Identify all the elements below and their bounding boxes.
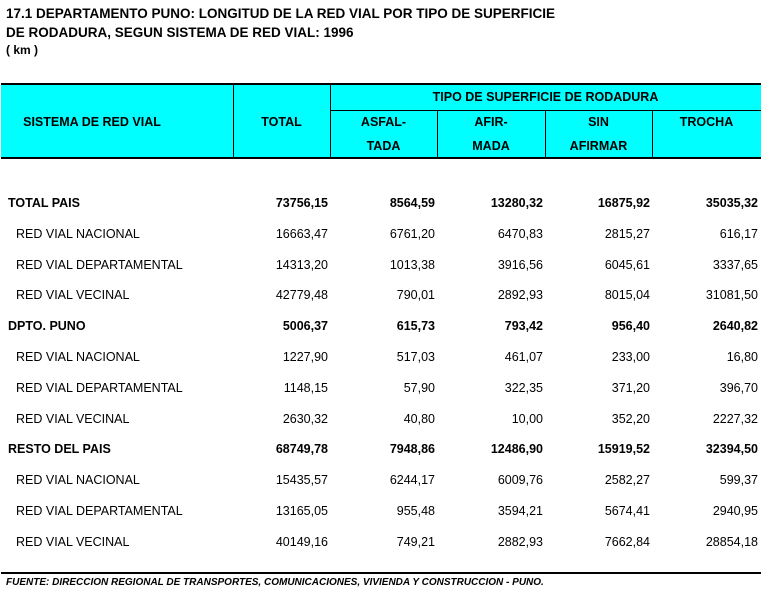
row-label: DPTO. PUNO (8, 319, 86, 334)
cell-afirmada: 322,35 (504, 380, 543, 395)
cell-trocha: 616,17 (719, 226, 758, 241)
footer-divider (1, 572, 761, 574)
cell-trocha: 2640,82 (712, 319, 758, 334)
cell-afirmada: 793,42 (504, 319, 543, 334)
cell-asfaltada: 955,48 (396, 503, 435, 518)
cell-sin-afirmar: 371,20 (611, 380, 650, 395)
cell-total: 1148,15 (283, 380, 328, 395)
table-row (0, 219, 762, 250)
cell-sin-afirmar: 352,20 (611, 411, 650, 426)
table-row (0, 404, 762, 435)
cell-total: 2630,32 (282, 411, 328, 426)
row-label: RED VIAL NACIONAL (16, 473, 140, 488)
cell-total: 13165,05 (275, 503, 328, 518)
table-row (0, 342, 762, 373)
cell-trocha: 35035,32 (705, 196, 758, 210)
cell-trocha: 2227,32 (712, 411, 758, 426)
row-label: RESTO DEL PAIS (8, 442, 111, 457)
cell-sin-afirmar: 8015,04 (604, 288, 650, 303)
cell-total: 16663,47 (275, 226, 328, 241)
table-body (0, 188, 762, 558)
cell-asfaltada: 790,01 (396, 288, 435, 303)
cell-trocha: 599,37 (719, 473, 758, 488)
cell-trocha: 32394,50 (705, 442, 758, 457)
table-title (6, 4, 555, 59)
cell-asfaltada: 517,03 (396, 349, 435, 364)
row-label: RED VIAL VECINAL (16, 411, 130, 426)
cell-asfaltada: 615,73 (396, 319, 435, 334)
cell-afirmada: 6470,83 (497, 226, 543, 241)
cell-sin-afirmar: 15919,52 (597, 442, 650, 457)
cell-trocha: 3337,65 (712, 257, 758, 272)
title-line-1: 17.1 DEPARTAMENTO PUNO: LONGITUD DE LA RED VIAL POR TIPO DE SUPERFICIE (6, 6, 556, 21)
cell-afirmada: 2882,93 (497, 534, 543, 549)
cell-asfaltada: 57,90 (403, 380, 435, 395)
header-sinafirmar-1: SIN (588, 115, 609, 129)
cell-afirmada: 2892,93 (497, 288, 543, 303)
cell-total: 1227,90 (282, 349, 328, 364)
row-label: RED VIAL NACIONAL (16, 226, 140, 241)
cell-asfaltada: 749,21 (396, 534, 435, 549)
cell-trocha: 396,70 (719, 380, 758, 395)
cell-sin-afirmar: 2815,27 (604, 226, 650, 241)
cell-total: 5006,37 (282, 319, 328, 334)
cell-afirmada: 3594,21 (497, 503, 543, 518)
cell-total: 42779,48 (275, 288, 328, 303)
header-afirmada-2: MADA (472, 139, 510, 153)
table-row (0, 465, 762, 496)
source-note: FUENTE: DIRECCION REGIONAL DE TRANSPORTES, COMUNICACIONES, VIVIENDA Y CONSTRUCCION - PUNO. (6, 577, 544, 588)
table-row (0, 434, 762, 465)
cell-sin-afirmar: 6045,61 (604, 257, 650, 272)
row-label: RED VIAL VECINAL (16, 534, 130, 549)
cell-afirmada: 10,00 (511, 411, 543, 426)
cell-total: 14313,20 (275, 257, 328, 272)
title-line-2: DE RODADURA, SEGUN SISTEMA DE RED VIAL: 1996 (6, 25, 354, 40)
unit-label: ( km ) (6, 43, 39, 57)
cell-sin-afirmar: 5674,41 (604, 503, 650, 518)
table-row (0, 250, 762, 281)
cell-afirmada: 6009,76 (497, 473, 543, 488)
cell-asfaltada: 40,80 (403, 411, 435, 426)
cell-sin-afirmar: 233,00 (611, 349, 650, 364)
cell-asfaltada: 6761,20 (389, 226, 435, 241)
header-trocha: TROCHA (679, 115, 734, 129)
row-label: RED VIAL DEPARTAMENTAL (16, 257, 183, 272)
table-header (1, 83, 761, 159)
header-afirmada-1: AFIR- (474, 115, 508, 129)
row-label: TOTAL PAIS (8, 196, 80, 210)
header-tipo-group: TIPO DE SUPERFICIE DE RODADURA (432, 90, 659, 104)
cell-total: 15435,57 (275, 473, 328, 488)
cell-sin-afirmar: 2582,27 (604, 473, 650, 488)
cell-trocha: 28854,18 (705, 534, 758, 549)
cell-asfaltada: 7948,86 (389, 442, 435, 457)
cell-trocha: 16,80 (726, 349, 758, 364)
table-row (0, 373, 762, 404)
table-row (0, 280, 762, 311)
table-row (0, 311, 762, 342)
cell-afirmada: 13280,32 (490, 196, 543, 210)
cell-sin-afirmar: 7662,84 (604, 534, 650, 549)
cell-total: 40149,16 (275, 534, 328, 549)
cell-sin-afirmar: 16875,92 (597, 196, 650, 210)
header-total: TOTAL (261, 115, 302, 129)
cell-asfaltada: 6244,17 (389, 473, 435, 488)
row-label: RED VIAL NACIONAL (16, 349, 140, 364)
cell-asfaltada: 1013,38 (389, 257, 435, 272)
header-sinafirmar-2: AFIRMAR (569, 139, 628, 153)
cell-trocha: 2940,95 (712, 503, 758, 518)
table-row (0, 188, 762, 219)
cell-afirmada: 12486,90 (490, 442, 543, 457)
table-row (0, 496, 762, 527)
row-label: RED VIAL DEPARTAMENTAL (16, 380, 183, 395)
cell-trocha: 31081,50 (705, 288, 758, 303)
cell-asfaltada: 8564,59 (389, 196, 435, 210)
header-asfaltada-2: TADA (366, 139, 401, 153)
row-label: RED VIAL VECINAL (16, 288, 130, 303)
header-sistema: SISTEMA DE RED VIAL (23, 115, 161, 129)
cell-afirmada: 3916,56 (497, 257, 543, 272)
row-label: RED VIAL DEPARTAMENTAL (16, 503, 183, 518)
cell-sin-afirmar: 956,40 (611, 319, 650, 334)
cell-total: 73756,15 (275, 196, 328, 210)
cell-afirmada: 461,07 (504, 349, 543, 364)
cell-total: 68749,78 (275, 442, 328, 457)
header-asfaltada-1: ASFAL- (360, 115, 407, 129)
table-row (0, 527, 762, 558)
